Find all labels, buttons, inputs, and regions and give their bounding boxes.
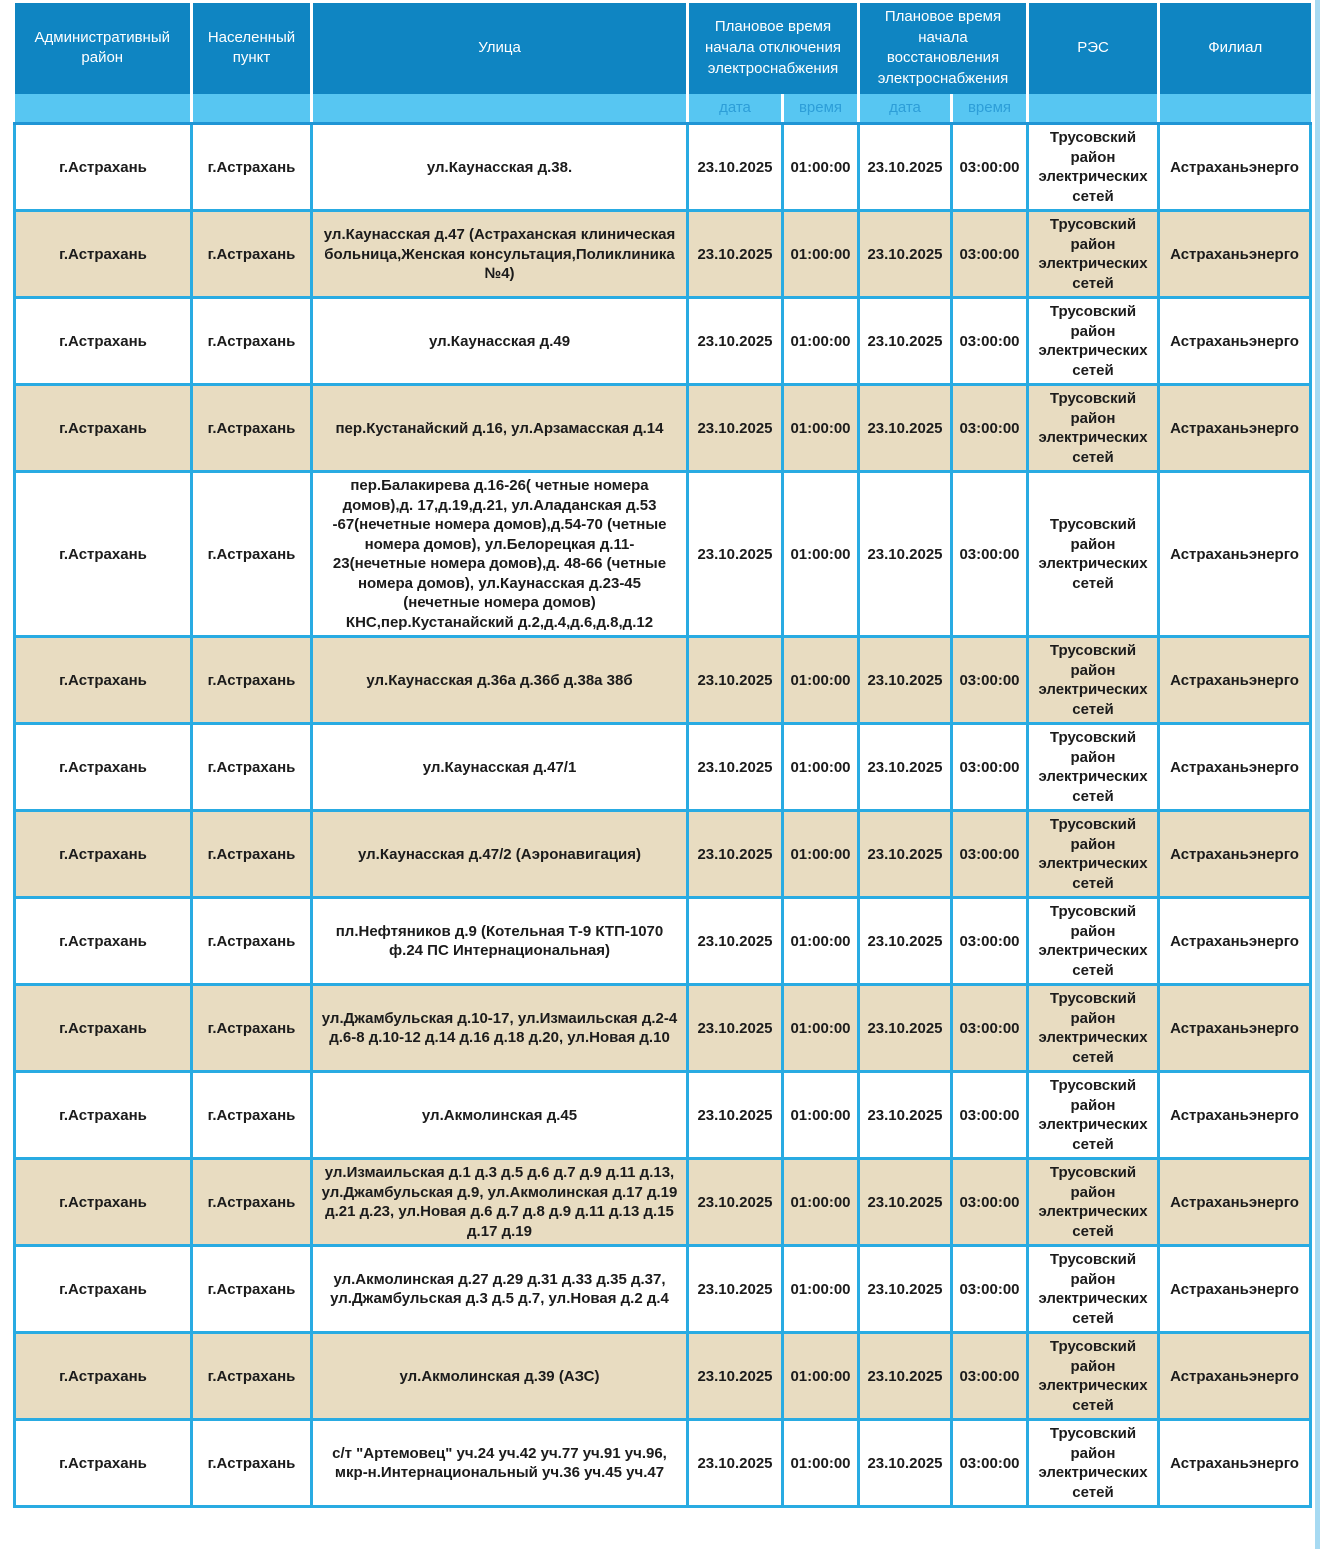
cell-res: Трусовский район электрических сетей	[1028, 385, 1159, 472]
table-row	[15, 1246, 1311, 1333]
cell-outage-time: 01:00:00	[783, 211, 859, 298]
cell-restore-time: 03:00:00	[952, 385, 1028, 472]
subheader-outage-date: дата	[688, 94, 783, 124]
page-scrollbar[interactable]	[1315, 0, 1320, 1549]
cell-outage-date: 23.10.2025	[688, 472, 783, 637]
subheader-outage-time: время	[783, 94, 859, 124]
header-row	[15, 3, 1311, 94]
header-settlement: Населенный пункт	[192, 3, 312, 94]
cell-admin-district: г.Астрахань	[15, 1246, 192, 1333]
cell-outage-time: 01:00:00	[783, 124, 859, 211]
cell-res: Трусовский район электрических сетей	[1028, 1246, 1159, 1333]
subheader-spacer	[1159, 94, 1311, 124]
cell-branch: Астраханьэнерго	[1159, 1246, 1311, 1333]
cell-res: Трусовский район электрических сетей	[1028, 1333, 1159, 1420]
table-row	[15, 211, 1311, 298]
cell-restore-time: 03:00:00	[952, 1072, 1028, 1159]
cell-admin-district: г.Астрахань	[15, 724, 192, 811]
cell-branch: Астраханьэнерго	[1159, 472, 1311, 637]
cell-outage-time: 01:00:00	[783, 1333, 859, 1420]
cell-admin-district: г.Астрахань	[15, 985, 192, 1072]
cell-restore-date: 23.10.2025	[859, 724, 952, 811]
cell-res: Трусовский район электрических сетей	[1028, 724, 1159, 811]
cell-admin-district: г.Астрахань	[15, 211, 192, 298]
cell-outage-date: 23.10.2025	[688, 724, 783, 811]
cell-res: Трусовский район электрических сетей	[1028, 1159, 1159, 1246]
cell-restore-time: 03:00:00	[952, 472, 1028, 637]
cell-outage-time: 01:00:00	[783, 1072, 859, 1159]
cell-res: Трусовский район электрических сетей	[1028, 1420, 1159, 1507]
cell-restore-time: 03:00:00	[952, 1420, 1028, 1507]
cell-outage-time: 01:00:00	[783, 724, 859, 811]
cell-settlement: г.Астрахань	[192, 298, 312, 385]
table-row	[15, 124, 1311, 211]
cell-outage-time: 01:00:00	[783, 472, 859, 637]
cell-restore-time: 03:00:00	[952, 211, 1028, 298]
cell-admin-district: г.Астрахань	[15, 385, 192, 472]
outage-table-body	[15, 124, 1311, 1507]
cell-restore-time: 03:00:00	[952, 298, 1028, 385]
cell-street: ул.Акмолинская д.39 (АЗС)	[312, 1333, 688, 1420]
cell-res: Трусовский район электрических сетей	[1028, 298, 1159, 385]
cell-outage-date: 23.10.2025	[688, 811, 783, 898]
table-row	[15, 985, 1311, 1072]
cell-restore-date: 23.10.2025	[859, 811, 952, 898]
cell-settlement: г.Астрахань	[192, 385, 312, 472]
cell-settlement: г.Астрахань	[192, 124, 312, 211]
subheader-restore-time: время	[952, 94, 1028, 124]
cell-street: ул.Каунасская д.47/1	[312, 724, 688, 811]
table-row	[15, 724, 1311, 811]
cell-admin-district: г.Астрахань	[15, 1159, 192, 1246]
cell-branch: Астраханьэнерго	[1159, 1333, 1311, 1420]
cell-street: ул.Каунасская д.38.	[312, 124, 688, 211]
cell-admin-district: г.Астрахань	[15, 898, 192, 985]
cell-admin-district: г.Астрахань	[15, 811, 192, 898]
table-row	[15, 1159, 1311, 1246]
cell-res: Трусовский район электрических сетей	[1028, 898, 1159, 985]
cell-settlement: г.Астрахань	[192, 1072, 312, 1159]
cell-street: ул.Джамбульская д.10-17, ул.Измаильская д.2-4 д.6-8 д.10-12 д.14 д.16 д.18 д.20, ул.Новая д.10	[312, 985, 688, 1072]
cell-settlement: г.Астрахань	[192, 1333, 312, 1420]
cell-res: Трусовский район электрических сетей	[1028, 124, 1159, 211]
cell-admin-district: г.Астрахань	[15, 637, 192, 724]
cell-settlement: г.Астрахань	[192, 1420, 312, 1507]
table-row	[15, 1333, 1311, 1420]
cell-settlement: г.Астрахань	[192, 211, 312, 298]
cell-restore-date: 23.10.2025	[859, 1072, 952, 1159]
cell-settlement: г.Астрахань	[192, 472, 312, 637]
cell-restore-date: 23.10.2025	[859, 472, 952, 637]
cell-outage-date: 23.10.2025	[688, 985, 783, 1072]
cell-admin-district: г.Астрахань	[15, 1420, 192, 1507]
cell-outage-date: 23.10.2025	[688, 898, 783, 985]
cell-restore-date: 23.10.2025	[859, 985, 952, 1072]
header-restore-group: Плановое время начала восстановления электроснабжения	[859, 3, 1028, 94]
cell-res: Трусовский район электрических сетей	[1028, 472, 1159, 637]
cell-restore-time: 03:00:00	[952, 1246, 1028, 1333]
cell-res: Трусовский район электрических сетей	[1028, 211, 1159, 298]
cell-admin-district: г.Астрахань	[15, 472, 192, 637]
cell-restore-time: 03:00:00	[952, 637, 1028, 724]
cell-branch: Астраханьэнерго	[1159, 1159, 1311, 1246]
cell-street: ул.Каунасская д.47/2 (Аэронавигация)	[312, 811, 688, 898]
cell-branch: Астраханьэнерго	[1159, 385, 1311, 472]
cell-outage-time: 01:00:00	[783, 298, 859, 385]
cell-outage-date: 23.10.2025	[688, 1420, 783, 1507]
cell-restore-date: 23.10.2025	[859, 637, 952, 724]
table-row	[15, 1420, 1311, 1507]
outage-schedule-table	[13, 3, 1312, 1508]
cell-branch: Астраханьэнерго	[1159, 898, 1311, 985]
cell-branch: Астраханьэнерго	[1159, 298, 1311, 385]
cell-restore-date: 23.10.2025	[859, 1246, 952, 1333]
cell-outage-date: 23.10.2025	[688, 1072, 783, 1159]
cell-settlement: г.Астрахань	[192, 637, 312, 724]
cell-branch: Астраханьэнерго	[1159, 124, 1311, 211]
cell-branch: Астраханьэнерго	[1159, 637, 1311, 724]
subheader-row	[15, 94, 1311, 124]
cell-outage-time: 01:00:00	[783, 811, 859, 898]
cell-branch: Астраханьэнерго	[1159, 811, 1311, 898]
cell-restore-time: 03:00:00	[952, 811, 1028, 898]
cell-admin-district: г.Астрахань	[15, 1072, 192, 1159]
cell-settlement: г.Астрахань	[192, 898, 312, 985]
cell-settlement: г.Астрахань	[192, 724, 312, 811]
cell-restore-date: 23.10.2025	[859, 298, 952, 385]
cell-outage-date: 23.10.2025	[688, 211, 783, 298]
cell-outage-date: 23.10.2025	[688, 1159, 783, 1246]
table-row	[15, 472, 1311, 637]
table-row	[15, 298, 1311, 385]
cell-street: ул.Каунасская д.47 (Астраханская клиническая больница,Женская консультация,Поликлиника №4)	[312, 211, 688, 298]
cell-street: пер.Балакирева д.16-26( четные номера домов),д. 17,д.19,д.21, ул.Аладанская д.53 -67(нечетные номера домов),д.54-70 (четные номера домов), ул.Белорецкая д.11- 23(нечетные номера домов),д. 48-66 (четные номера домов), ул.Каунасская д.23-45 (нечетные номера домов) КНС,пер.Кустанайский д.2,д.4,д.6,д.8,д.12	[312, 472, 688, 637]
cell-settlement: г.Астрахань	[192, 1246, 312, 1333]
cell-outage-time: 01:00:00	[783, 385, 859, 472]
cell-street: пер.Кустанайский д.16, ул.Арзамасская д.14	[312, 385, 688, 472]
cell-outage-date: 23.10.2025	[688, 124, 783, 211]
cell-res: Трусовский район электрических сетей	[1028, 1072, 1159, 1159]
table-header	[15, 3, 1311, 124]
cell-branch: Астраханьэнерго	[1159, 1072, 1311, 1159]
cell-street: ул.Акмолинская д.45	[312, 1072, 688, 1159]
cell-restore-time: 03:00:00	[952, 124, 1028, 211]
header-admin-district: Административный район	[15, 3, 192, 94]
cell-admin-district: г.Астрахань	[15, 124, 192, 211]
cell-admin-district: г.Астрахань	[15, 1333, 192, 1420]
cell-settlement: г.Астрахань	[192, 811, 312, 898]
header-branch: Филиал	[1159, 3, 1311, 94]
cell-res: Трусовский район электрических сетей	[1028, 637, 1159, 724]
cell-settlement: г.Астрахань	[192, 1159, 312, 1246]
cell-street: ул.Измаильская д.1 д.3 д.5 д.6 д.7 д.9 д.11 д.13, ул.Джамбульская д.9, ул.Акмолинская д.17 д.19 д.21 д.23, ул.Новая д.6 д.7 д.8 д.9 д.11 д.13 д.15 д.17 д.19	[312, 1159, 688, 1246]
cell-street: ул.Каунасская д.49	[312, 298, 688, 385]
cell-outage-time: 01:00:00	[783, 985, 859, 1072]
cell-street: ул.Акмолинская д.27 д.29 д.31 д.33 д.35 д.37, ул.Джамбульская д.3 д.5 д.7, ул.Новая д.2 д.4	[312, 1246, 688, 1333]
cell-outage-time: 01:00:00	[783, 1246, 859, 1333]
cell-res: Трусовский район электрических сетей	[1028, 811, 1159, 898]
cell-outage-date: 23.10.2025	[688, 298, 783, 385]
cell-restore-time: 03:00:00	[952, 1159, 1028, 1246]
cell-outage-date: 23.10.2025	[688, 637, 783, 724]
cell-restore-time: 03:00:00	[952, 985, 1028, 1072]
subheader-spacer	[192, 94, 312, 124]
cell-restore-date: 23.10.2025	[859, 211, 952, 298]
table-row	[15, 1072, 1311, 1159]
subheader-spacer	[312, 94, 688, 124]
cell-restore-date: 23.10.2025	[859, 1159, 952, 1246]
header-res: РЭС	[1028, 3, 1159, 94]
table-row	[15, 637, 1311, 724]
cell-street: пл.Нефтяников д.9 (Котельная Т-9 КТП-1070 ф.24 ПС Интернациональная)	[312, 898, 688, 985]
table-row	[15, 898, 1311, 985]
cell-outage-time: 01:00:00	[783, 1159, 859, 1246]
cell-outage-time: 01:00:00	[783, 898, 859, 985]
cell-restore-date: 23.10.2025	[859, 385, 952, 472]
header-street: Улица	[312, 3, 688, 94]
subheader-spacer	[15, 94, 192, 124]
cell-restore-time: 03:00:00	[952, 898, 1028, 985]
cell-restore-date: 23.10.2025	[859, 898, 952, 985]
header-outage-group: Плановое время начала отключения электроснабжения	[688, 3, 859, 94]
cell-outage-date: 23.10.2025	[688, 1333, 783, 1420]
cell-street: с/т "Артемовец" уч.24 уч.42 уч.77 уч.91 уч.96, мкр-н.Интернациональный уч.36 уч.45 уч.47	[312, 1420, 688, 1507]
cell-settlement: г.Астрахань	[192, 985, 312, 1072]
cell-restore-time: 03:00:00	[952, 1333, 1028, 1420]
cell-restore-date: 23.10.2025	[859, 124, 952, 211]
cell-outage-date: 23.10.2025	[688, 1246, 783, 1333]
subheader-spacer	[1028, 94, 1159, 124]
cell-restore-time: 03:00:00	[952, 724, 1028, 811]
cell-outage-time: 01:00:00	[783, 637, 859, 724]
subheader-restore-date: дата	[859, 94, 952, 124]
cell-branch: Астраханьэнерго	[1159, 724, 1311, 811]
cell-branch: Астраханьэнерго	[1159, 1420, 1311, 1507]
cell-street: ул.Каунасская д.36а д.36б д.38а 38б	[312, 637, 688, 724]
cell-admin-district: г.Астрахань	[15, 298, 192, 385]
cell-branch: Астраханьэнерго	[1159, 211, 1311, 298]
cell-outage-time: 01:00:00	[783, 1420, 859, 1507]
table-row	[15, 811, 1311, 898]
cell-branch: Астраханьэнерго	[1159, 985, 1311, 1072]
cell-outage-date: 23.10.2025	[688, 385, 783, 472]
cell-res: Трусовский район электрических сетей	[1028, 985, 1159, 1072]
table-row	[15, 385, 1311, 472]
cell-restore-date: 23.10.2025	[859, 1420, 952, 1507]
cell-restore-date: 23.10.2025	[859, 1333, 952, 1420]
